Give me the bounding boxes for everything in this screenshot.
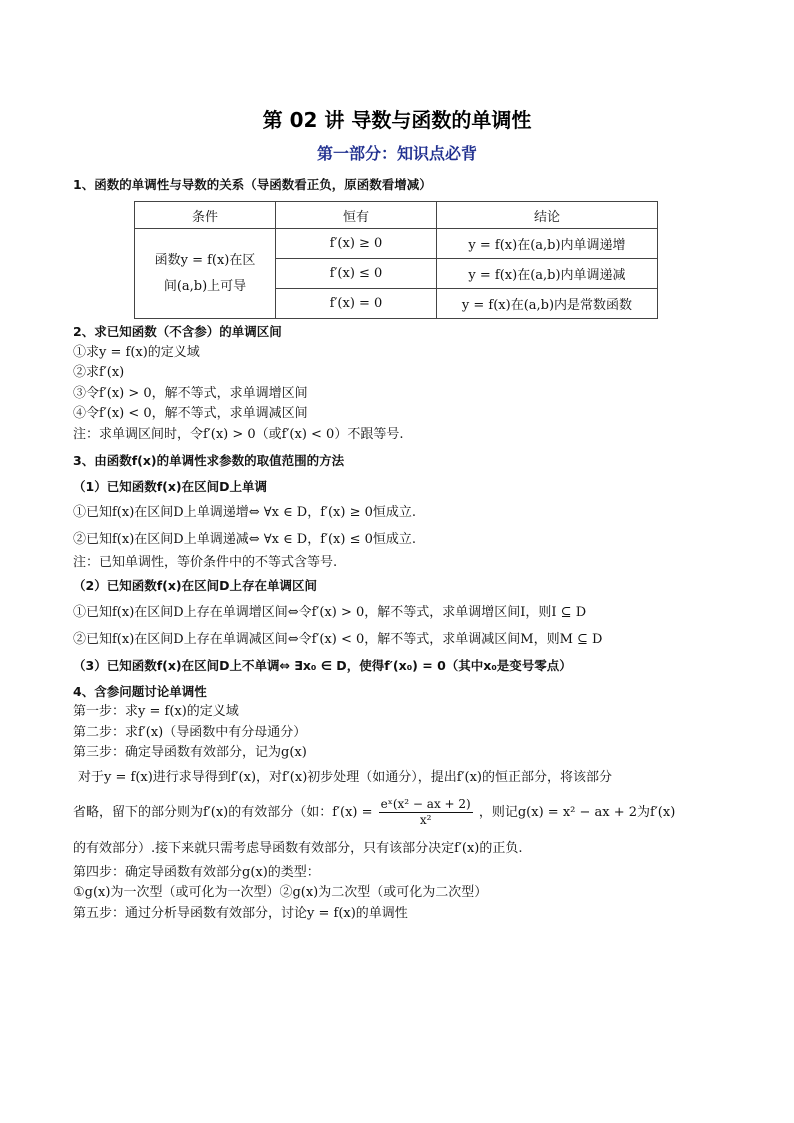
section-3-heading: 3、由函数f(x)的单调性求参数的取值范围的方法: [73, 453, 345, 468]
note-text: 注：求单调区间时，令f′(x) > 0（或f′(x) < 0）不跟等号.: [73, 427, 404, 442]
table-header-row: [135, 202, 658, 229]
paragraph-segment: ，则记g(x) = x² − ax + 2为f′(x): [478, 805, 676, 820]
section-2-heading: 2、求已知函数（不含参）的单调区间: [73, 324, 282, 339]
step-item: ①g(x)为一次型（或可化为一次型）②g(x)为二次型（或可化为二次型）: [73, 885, 488, 900]
step-item: 第三步：确定导函数有效部分，记为g(x): [73, 745, 307, 760]
note-text: 注：已知单调性，等价条件中的不等式含等号.: [73, 555, 338, 570]
always-cell: f′(x) = 0: [276, 289, 437, 319]
condition-line: 函数y = f(x)在区: [154, 252, 256, 268]
subsection-heading: （2）已知函数f(x)在区间D上存在单调区间: [73, 578, 318, 593]
derivative-fraction: [379, 797, 473, 828]
section-subtitle: 第一部分：知识点必背: [316, 144, 477, 163]
paragraph-line: 对于y = f(x)进行求导得到f′(x)，对f′(x)初步处理（如通分），提出f′(x)的恒正部分，将该部分: [78, 770, 613, 785]
fraction-denominator: x²: [419, 813, 432, 827]
section-1-heading: 1、函数的单调性与导数的关系（导函数看正负，原函数看增减）: [73, 177, 432, 192]
step-item: ③令f′(x) > 0，解不等式，求单调增区间: [73, 386, 308, 401]
fraction-numerator: eˣ(x² − ax + 2): [380, 797, 471, 811]
monotonicity-table: [134, 201, 658, 319]
table-row: [135, 229, 658, 259]
table-header-cell: 条件: [135, 202, 276, 229]
method-item: ②已知f(x)在区间D上单调递减⇔ ∀x ∈ D，f′(x) ≤ 0恒成立.: [73, 532, 417, 547]
method-item: ①已知f(x)在区间D上存在单调增区间⇔令f′(x) > 0，解不等式，求单调增区间I，则I ⊆ D: [73, 605, 587, 620]
step-item: ①求y = f(x)的定义域: [73, 345, 200, 360]
paragraph-line: 的有效部分）.接下来就只需考虑导函数有效部分，只有该部分决定f′(x)的正负.: [73, 841, 523, 856]
conclusion-cell: y = f(x)在(a,b)内是常数函数: [437, 289, 658, 319]
table-header-cell: 结论: [437, 202, 658, 229]
method-item: ①已知f(x)在区间D上单调递增⇔ ∀x ∈ D，f′(x) ≥ 0恒成立.: [73, 505, 417, 520]
conclusion-cell: y = f(x)在(a,b)内单调递增: [437, 229, 658, 259]
always-cell: f′(x) ≥ 0: [276, 229, 437, 259]
step-item: 第四步：确定导函数有效部分g(x)的类型：: [73, 865, 320, 880]
step-item: 第二步：求f′(x)（导函数中有分母通分）: [73, 725, 307, 740]
table-header-cell: 恒有: [276, 202, 437, 229]
condition-line: 间(a,b)上可导: [163, 278, 247, 294]
always-cell: f′(x) ≤ 0: [276, 259, 437, 289]
step-item: 第五步：通过分析导函数有效部分，讨论y = f(x)的单调性: [73, 906, 408, 921]
step-item: 第一步：求y = f(x)的定义域: [73, 704, 239, 719]
conclusion-cell: y = f(x)在(a,b)内单调递减: [437, 259, 658, 289]
section-4-heading: 4、含参问题讨论单调性: [73, 684, 207, 699]
step-item: ②求f′(x): [73, 365, 125, 380]
method-item: ②已知f(x)在区间D上存在单调减区间⇔令f′(x) < 0，解不等式，求单调减区间M，则M ⊆ D: [73, 632, 603, 647]
paragraph-line: [73, 797, 675, 828]
subsection-heading: （3）已知函数f(x)在区间D上不单调⇔ ∃x₀ ∈ D，使得f′(x₀) = 0（其中x₀是变号零点）: [73, 658, 572, 673]
paragraph-segment: 省略，留下的部分则为f′(x)的有效部分（如：f′(x) =: [73, 805, 373, 820]
condition-cell: [135, 229, 276, 319]
subsection-heading: （1）已知函数f(x)在区间D上单调: [73, 479, 268, 494]
step-item: ④令f′(x) < 0，解不等式，求单调减区间: [73, 406, 308, 421]
page-title: 第 02 讲 导数与函数的单调性: [262, 108, 532, 132]
